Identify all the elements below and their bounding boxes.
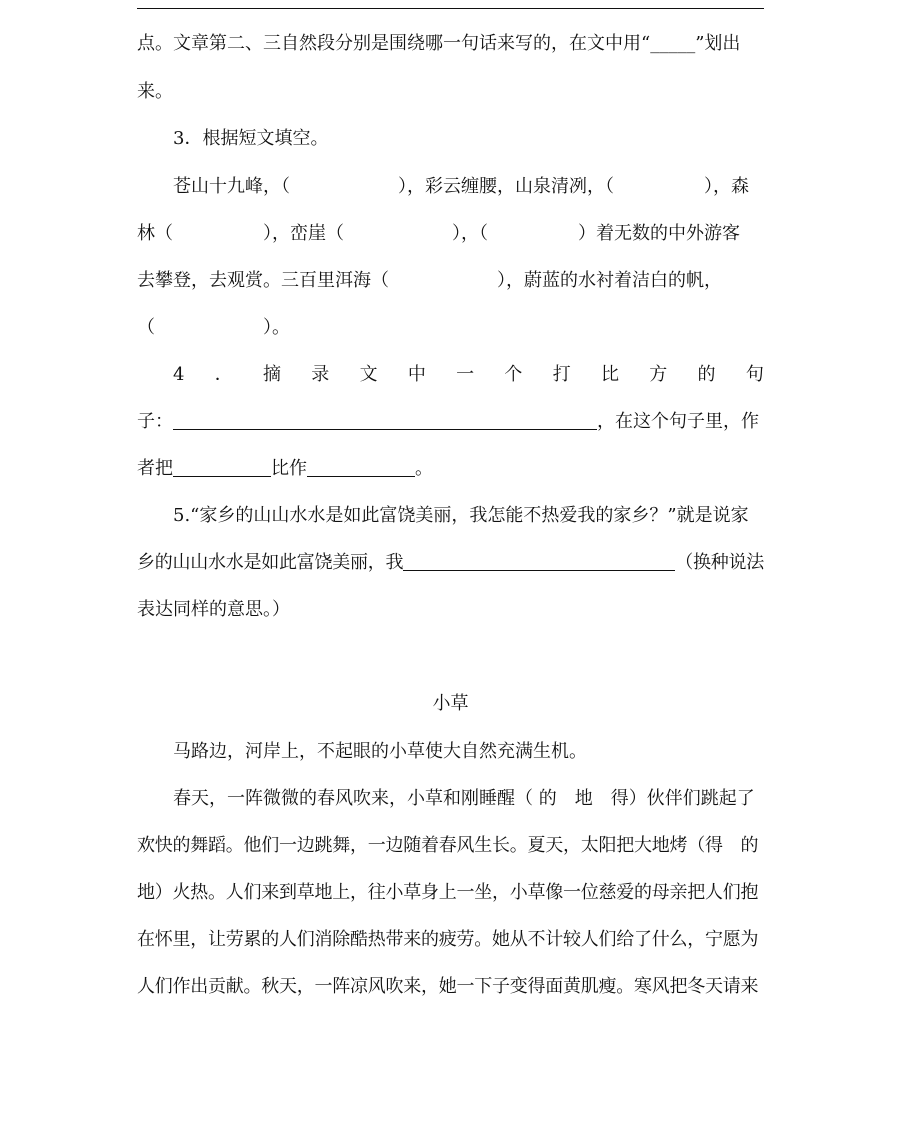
q4-token: 打 [552,364,571,385]
q4-token: 文 [359,364,378,385]
question-3-line: （ ）。 [137,317,290,338]
q4-token: 4 [173,364,185,385]
q4-token: 中 [407,364,426,385]
text: 者把 [137,458,173,479]
question-5-line: 表达同样的意思。） [137,599,290,620]
text: 。 [415,458,433,479]
q4-token: 录 [311,364,330,385]
text: 点。文章第二、三自然段分别是围绕哪一句话来写的，在文中用“_____”划出 [137,33,741,54]
question-3-title: 3．根据短文填空。 [173,128,329,149]
q4-token: 一 [456,364,475,385]
top-rule [137,8,764,9]
q4-token: 摘 [263,364,282,385]
question-3-line: 林（ ），峦崖（ ），（ ）着无数的中外游客 [137,223,740,244]
answer-blank[interactable] [173,458,271,477]
answer-blank[interactable] [307,458,415,477]
q4-token: 句 [745,364,764,385]
passage-title: 小草 [432,693,469,714]
question-4-line [137,409,764,435]
question-5-line: 5.“家乡的山山水水是如此富饶美丽，我怎能不热爱我的家乡？”就是说家 [173,505,749,526]
q4-token: 的 [697,364,716,385]
q4-token: 比 [600,364,619,385]
question-3-line: 苍山十九峰，（ ），彩云缠腰，山泉清冽，（ ），森 [173,176,749,197]
text: ，在这个句子里，作 [597,411,759,432]
question-4-line [137,362,764,388]
passage-line: 在怀里，让劳累的人们消除酷热带来的疲劳。她从不计较人们给了什么，宁愿为 [137,929,759,950]
answer-blank[interactable] [403,552,675,571]
q4-token: 方 [649,364,668,385]
question-5-line [137,550,764,576]
text: 比作 [271,458,307,479]
passage-line: 春天，一阵微微的春风吹来，小草和刚睡醒（ 的 地 得）伙伴们跳起了 [173,788,755,809]
answer-blank[interactable] [173,411,597,430]
text: 子： [137,411,173,432]
paragraph-line: 来。 [137,81,173,102]
passage-line: 地）火热。人们来到草地上，往小草身上一坐，小草像一位慈爱的母亲把人们抱 [137,882,759,903]
passage-line: 人们作出贡献。秋天，一阵凉风吹来，她一下子变得面黄肌瘦。寒风把冬天请来 [137,976,759,997]
question-4-line [137,456,764,482]
q4-token: 个 [504,364,523,385]
text: （换种说法 [675,552,764,573]
passage-line: 欢快的舞蹈。他们一边跳舞，一边随着春风生长。夏天，太阳把大地烤（得 的 [137,835,759,856]
q4-token: ． [214,364,233,385]
text: 乡的山山水水是如此富饶美丽，我 [137,552,404,573]
paragraph-line [137,31,764,57]
question-3-line: 去攀登，去观赏。三百里洱海（ ），蔚蓝的水衬着洁白的帆， [137,270,722,291]
passage-line: 马路边，河岸上，不起眼的小草使大自然充满生机。 [173,741,587,762]
